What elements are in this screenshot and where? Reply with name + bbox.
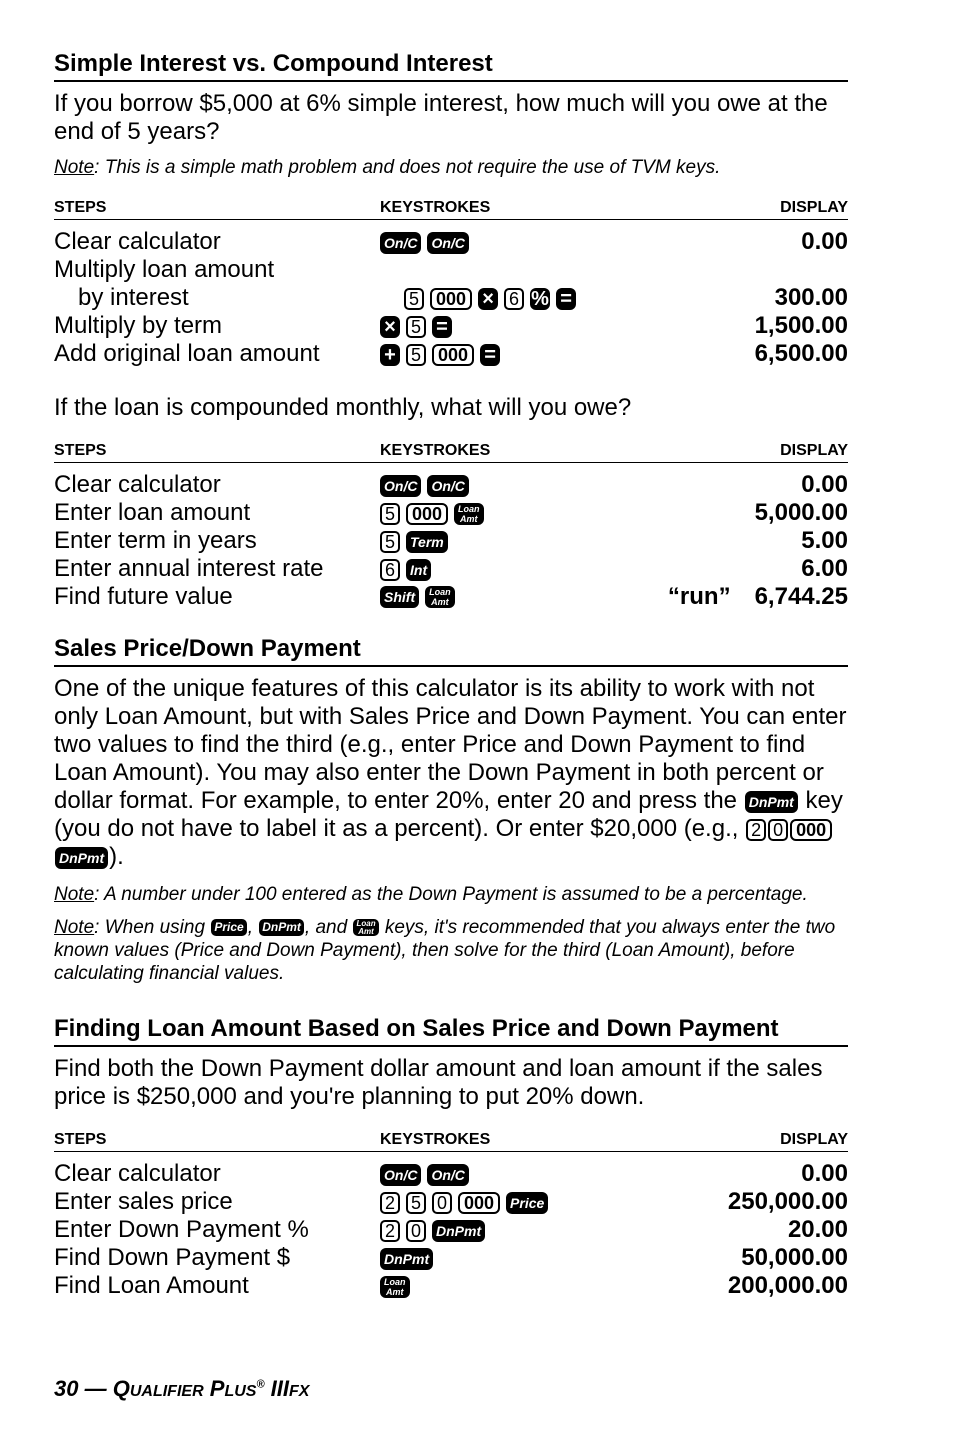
digit-5-key: 5 bbox=[406, 1192, 426, 1214]
note-text-a: : When using bbox=[94, 917, 206, 938]
footer-q: Q bbox=[112, 1376, 130, 1401]
section-title-finding-loan-amount: Finding Loan Amount Based on Sales Price and Down Payment bbox=[54, 1013, 848, 1047]
col-display: DISPLAY bbox=[780, 442, 848, 459]
note bbox=[54, 156, 848, 179]
loan-amount-key bbox=[454, 503, 484, 525]
table-row bbox=[54, 312, 848, 340]
footer-p: P bbox=[209, 1376, 225, 1401]
table-row bbox=[54, 1216, 848, 1244]
loan-key-bottom: Amt bbox=[386, 1286, 404, 1297]
loan-amount-key bbox=[353, 919, 378, 936]
loan-key-top: Loan bbox=[429, 587, 451, 597]
col-keystrokes: KEYSTROKES bbox=[380, 442, 491, 459]
note-text: : This is a simple math problem and does not require the use of TVM keys. bbox=[94, 157, 721, 178]
digit-0-key: 0 bbox=[768, 819, 788, 841]
display-value: 0.00 bbox=[801, 1160, 848, 1187]
step: Enter loan amount bbox=[54, 499, 251, 526]
step: Enter sales price bbox=[54, 1188, 233, 1215]
run-indicator: “run” bbox=[667, 583, 731, 610]
dnpmt-key: DnPmt bbox=[745, 791, 798, 813]
note bbox=[54, 883, 848, 906]
equals-key: = bbox=[556, 288, 576, 310]
manual-page bbox=[54, 48, 848, 1300]
triple-zero-key: 000 bbox=[790, 819, 832, 841]
loan-key-bottom: Amt bbox=[358, 927, 374, 937]
keystrokes bbox=[380, 340, 688, 368]
col-keystrokes: KEYSTROKES bbox=[380, 1131, 491, 1148]
compound-question: If the loan is compounded monthly, what will you owe? bbox=[54, 394, 632, 421]
section-title-sales-price: Sales Price/Down Payment bbox=[54, 633, 848, 667]
display-value: 200,000.00 bbox=[727, 1272, 848, 1299]
note-text: : A number under 100 entered as the Down Payment is assumed to be a percentage. bbox=[94, 884, 808, 905]
table-header bbox=[54, 1129, 848, 1152]
display-value: 250,000.00 bbox=[727, 1188, 848, 1215]
loan-key-top: Loan bbox=[458, 503, 480, 514]
step: Find Down Payment $ bbox=[54, 1244, 291, 1271]
display-value: 1,500.00 bbox=[754, 312, 848, 339]
digit-2-key: 2 bbox=[746, 819, 766, 841]
onc-key: On/C bbox=[427, 232, 468, 254]
dnpmt-key: DnPmt bbox=[55, 847, 108, 869]
footer-iii: III bbox=[270, 1376, 290, 1401]
table-row bbox=[54, 1272, 848, 1300]
para-c: ). bbox=[109, 843, 124, 870]
onc-key: On/C bbox=[427, 1164, 468, 1186]
keystrokes bbox=[380, 1188, 688, 1216]
keystrokes bbox=[380, 471, 688, 499]
triple-zero-key: 000 bbox=[406, 503, 448, 525]
col-display: DISPLAY bbox=[780, 1131, 848, 1148]
plus-key: + bbox=[380, 344, 400, 366]
onc-key: On/C bbox=[380, 1164, 421, 1186]
table-header bbox=[54, 440, 848, 463]
display-value: 6.00 bbox=[801, 555, 848, 582]
page-footer bbox=[54, 1376, 309, 1402]
table-row bbox=[54, 256, 848, 284]
step: Find future value bbox=[54, 583, 233, 610]
para-a: One of the unique features of this calculator is its ability to work with not only Loan Amount, but with Sales Price and Down Payment. You can enter two values to find the third (e.g., enter Price and Down Payment to find Loan Amount). You may also enter the Down Payment in both percent or dollar format. For example, to enter 20%, enter 20 and press the bbox=[54, 675, 847, 814]
col-steps: STEPS bbox=[54, 199, 107, 216]
col-keystrokes: KEYSTROKES bbox=[380, 199, 491, 216]
section-title-simple-vs-compound: Simple Interest vs. Compound Interest bbox=[54, 48, 848, 82]
display-value: 6,744.25 bbox=[754, 583, 848, 610]
step: Multiply by term bbox=[54, 312, 223, 339]
digit-2-key: 2 bbox=[380, 1192, 400, 1214]
intro-paragraph: Find both the Down Payment dollar amount and loan amount if the sales price is $250,000 and you're planning to put 20% down. bbox=[54, 1055, 823, 1110]
digit-5-key: 5 bbox=[380, 503, 400, 525]
step: Clear calculator bbox=[54, 228, 221, 255]
table-row bbox=[54, 583, 848, 611]
onc-key: On/C bbox=[380, 475, 421, 497]
digit-0-key: 0 bbox=[432, 1192, 452, 1214]
keystrokes bbox=[380, 312, 688, 340]
digit-6-key: 6 bbox=[504, 288, 524, 310]
table-row bbox=[54, 340, 848, 368]
table-row bbox=[54, 527, 848, 555]
onc-key: On/C bbox=[427, 475, 468, 497]
loan-amount-key bbox=[425, 586, 455, 608]
triple-zero-key: 000 bbox=[432, 344, 474, 366]
keystrokes bbox=[380, 1160, 688, 1188]
term-key: Term bbox=[406, 531, 448, 553]
table-row bbox=[54, 1160, 848, 1188]
keystrokes bbox=[380, 1272, 688, 1300]
equals-key: = bbox=[480, 344, 500, 366]
loan-key-bottom: Amt bbox=[460, 513, 478, 524]
loan-key-top: Loan bbox=[356, 919, 376, 929]
onc-key: On/C bbox=[380, 232, 421, 254]
table-row bbox=[54, 471, 848, 499]
note-and: , and bbox=[304, 917, 348, 938]
keystrokes bbox=[380, 228, 688, 256]
footer-ualifier: UALIFIER bbox=[129, 1383, 204, 1400]
step: by interest bbox=[78, 284, 189, 311]
table-row bbox=[54, 284, 848, 312]
loan-amount-key bbox=[380, 1276, 410, 1298]
keystrokes bbox=[380, 527, 688, 555]
note-comma: , bbox=[247, 917, 253, 938]
display-value: 5,000.00 bbox=[754, 499, 848, 526]
col-steps: STEPS bbox=[54, 1131, 107, 1148]
display-value: 20.00 bbox=[787, 1216, 848, 1243]
sales-price-paragraph bbox=[54, 675, 848, 871]
step: Find Loan Amount bbox=[54, 1272, 249, 1299]
digit-5-key: 5 bbox=[380, 531, 400, 553]
step: Enter annual interest rate bbox=[54, 555, 324, 582]
display-value: 300.00 bbox=[774, 284, 848, 311]
step: Multiply loan amount bbox=[54, 256, 275, 283]
page-number: 30 — bbox=[54, 1376, 107, 1401]
price-key: Price bbox=[506, 1192, 548, 1214]
table-row bbox=[54, 1188, 848, 1216]
step: Clear calculator bbox=[54, 1160, 221, 1187]
footer-fx: FX bbox=[289, 1383, 310, 1400]
table-body bbox=[54, 228, 848, 368]
table-row bbox=[54, 228, 848, 256]
digit-0-key: 0 bbox=[406, 1220, 426, 1242]
display-value: 6,500.00 bbox=[754, 340, 848, 367]
dnpmt-key: DnPmt bbox=[380, 1248, 433, 1270]
display-value: 0.00 bbox=[801, 471, 848, 498]
step: Enter term in years bbox=[54, 527, 257, 554]
shift-key: Shift bbox=[380, 586, 419, 608]
digit-5-key: 5 bbox=[404, 288, 424, 310]
keystrokes bbox=[380, 555, 688, 583]
note-label: Note bbox=[54, 157, 95, 178]
times-key: × bbox=[478, 288, 498, 310]
digit-6-key: 6 bbox=[380, 559, 400, 581]
display-value: 5.00 bbox=[801, 527, 848, 554]
display-value: 0.00 bbox=[801, 228, 848, 255]
interest-key: Int bbox=[406, 559, 431, 581]
times-key: × bbox=[380, 316, 400, 338]
keystrokes bbox=[380, 583, 755, 611]
keystrokes bbox=[380, 1216, 688, 1244]
table-row bbox=[54, 555, 848, 583]
triple-zero-key: 000 bbox=[458, 1192, 500, 1214]
triple-zero-key: 000 bbox=[430, 288, 472, 310]
note-label: Note bbox=[54, 917, 95, 938]
intro-paragraph: If you borrow $5,000 at 6% simple interest, how much will you owe at the end of 5 years? bbox=[54, 90, 828, 145]
note bbox=[54, 916, 848, 985]
registered-mark: ® bbox=[256, 1378, 265, 1391]
dnpmt-key: DnPmt bbox=[432, 1220, 485, 1242]
step: Enter Down Payment % bbox=[54, 1216, 309, 1243]
percent-key: % bbox=[531, 287, 549, 310]
keystrokes bbox=[404, 284, 688, 312]
footer-lus: LUS bbox=[224, 1383, 257, 1400]
loan-key-bottom: Amt bbox=[431, 597, 449, 607]
digit-2-key: 2 bbox=[380, 1220, 400, 1242]
loan-key-top: Loan bbox=[384, 1276, 406, 1287]
col-steps: STEPS bbox=[54, 442, 107, 459]
note-text-b: keys, it's recommended that you always enter the two known values (Price and Down Payment), then solve for the third (Loan Amount), before calculating financial values. bbox=[54, 917, 836, 984]
col-display: DISPLAY bbox=[780, 199, 848, 216]
step: Add original loan amount bbox=[54, 340, 320, 367]
table-row bbox=[54, 499, 848, 527]
table-body bbox=[54, 1160, 848, 1300]
para-b: key (you do not have to label it as a percent). Or enter $20,000 (e.g., bbox=[54, 787, 843, 842]
keystrokes bbox=[380, 1244, 688, 1272]
price-key: Price bbox=[211, 919, 246, 936]
note-label: Note bbox=[54, 884, 95, 905]
digit-5-key: 5 bbox=[406, 344, 426, 366]
keystrokes bbox=[380, 499, 688, 527]
dnpmt-key: DnPmt bbox=[259, 919, 304, 936]
equals-key: = bbox=[432, 316, 452, 338]
display-value: 50,000.00 bbox=[741, 1244, 848, 1271]
table-header bbox=[54, 197, 848, 220]
step: Clear calculator bbox=[54, 471, 221, 498]
table-body bbox=[54, 471, 848, 611]
product-name bbox=[113, 1376, 310, 1401]
table-row bbox=[54, 1244, 848, 1272]
digit-5-key: 5 bbox=[406, 316, 426, 338]
